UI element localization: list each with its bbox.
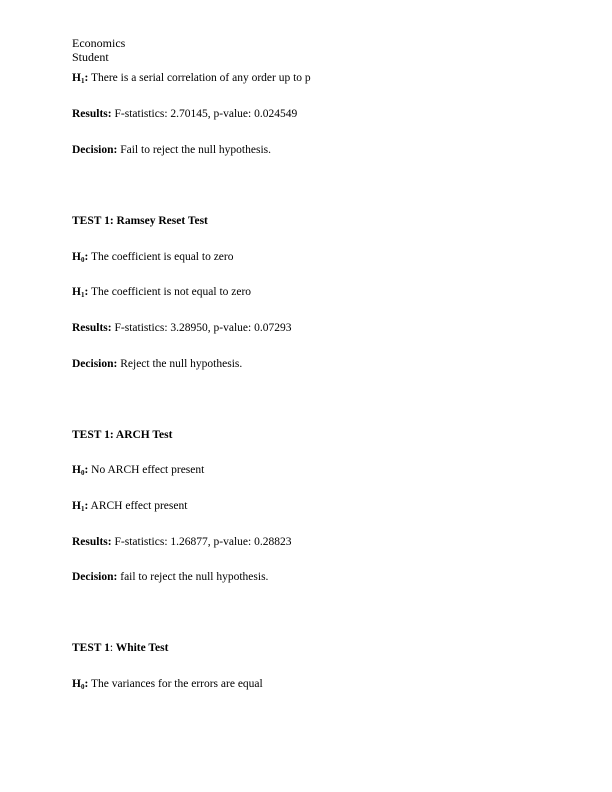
arch-decision-text: fail to reject the null hypothesis.: [117, 571, 269, 583]
results-label: Results:: [72, 322, 112, 334]
hypothesis-label: $H_1$:: [72, 286, 89, 299]
serial-results-line: [72, 107, 297, 121]
ramsey-results-line: [72, 321, 291, 335]
white-heading: [72, 641, 168, 655]
serial-h1-line: [72, 71, 311, 85]
serial-results-text: F-statistics: 2.70145, p-value: 0.024549: [111, 108, 298, 120]
white-heading-colon: :: [109, 642, 114, 654]
decision-label: Decision:: [72, 571, 118, 583]
arch-heading: TEST 1: ARCH Test: [72, 429, 173, 441]
ramsey-h0-line: [72, 250, 233, 264]
course-name: Economics: [72, 36, 126, 50]
arch-h1-text: ARCH effect present: [88, 500, 188, 512]
arch-decision-line: [72, 570, 268, 584]
arch-h0-text: No ARCH effect present: [88, 464, 205, 476]
hypothesis-label: $H_0$:: [72, 251, 89, 264]
ramsey-h1-line: [72, 285, 251, 299]
serial-h1-text: There is a serial correlation of any order up to p: [88, 72, 311, 84]
results-label: Results:: [72, 536, 112, 548]
white-heading-prefix: TEST 1: [72, 642, 110, 654]
hypothesis-label: $H_1$:: [72, 72, 89, 85]
ramsey-h0-text: The coefficient is equal to zero: [88, 251, 234, 263]
arch-results-line: [72, 535, 291, 549]
page-header: [72, 36, 125, 64]
ramsey-h1-text: The coefficient is not equal to zero: [88, 286, 252, 298]
decision-label: Decision:: [72, 144, 118, 156]
arch-h0-line: [72, 463, 204, 477]
ramsey-decision-line: [72, 357, 242, 371]
results-label: Results:: [72, 108, 112, 120]
hypothesis-label: $H_0$:: [72, 464, 89, 477]
student-name: Student: [72, 50, 109, 64]
white-h0-line: [72, 677, 263, 691]
serial-decision-text: Fail to reject the null hypothesis.: [117, 144, 271, 156]
decision-label: Decision:: [72, 358, 118, 370]
hypothesis-label: $H_0$:: [72, 678, 89, 691]
ramsey-heading: TEST 1: Ramsey Reset Test: [72, 215, 208, 227]
white-h0-text: The variances for the errors are equal: [88, 678, 263, 690]
ramsey-decision-text: Reject the null hypothesis.: [117, 358, 243, 370]
ramsey-results-text: F-statistics: 3.28950, p-value: 0.07293: [111, 322, 292, 334]
serial-decision-line: [72, 143, 271, 157]
arch-results-text: F-statistics: 1.26877, p-value: 0.28823: [111, 536, 292, 548]
hypothesis-label: $H_1$:: [72, 500, 89, 513]
white-heading-title: White Test: [113, 642, 169, 654]
arch-h1-line: [72, 499, 187, 513]
